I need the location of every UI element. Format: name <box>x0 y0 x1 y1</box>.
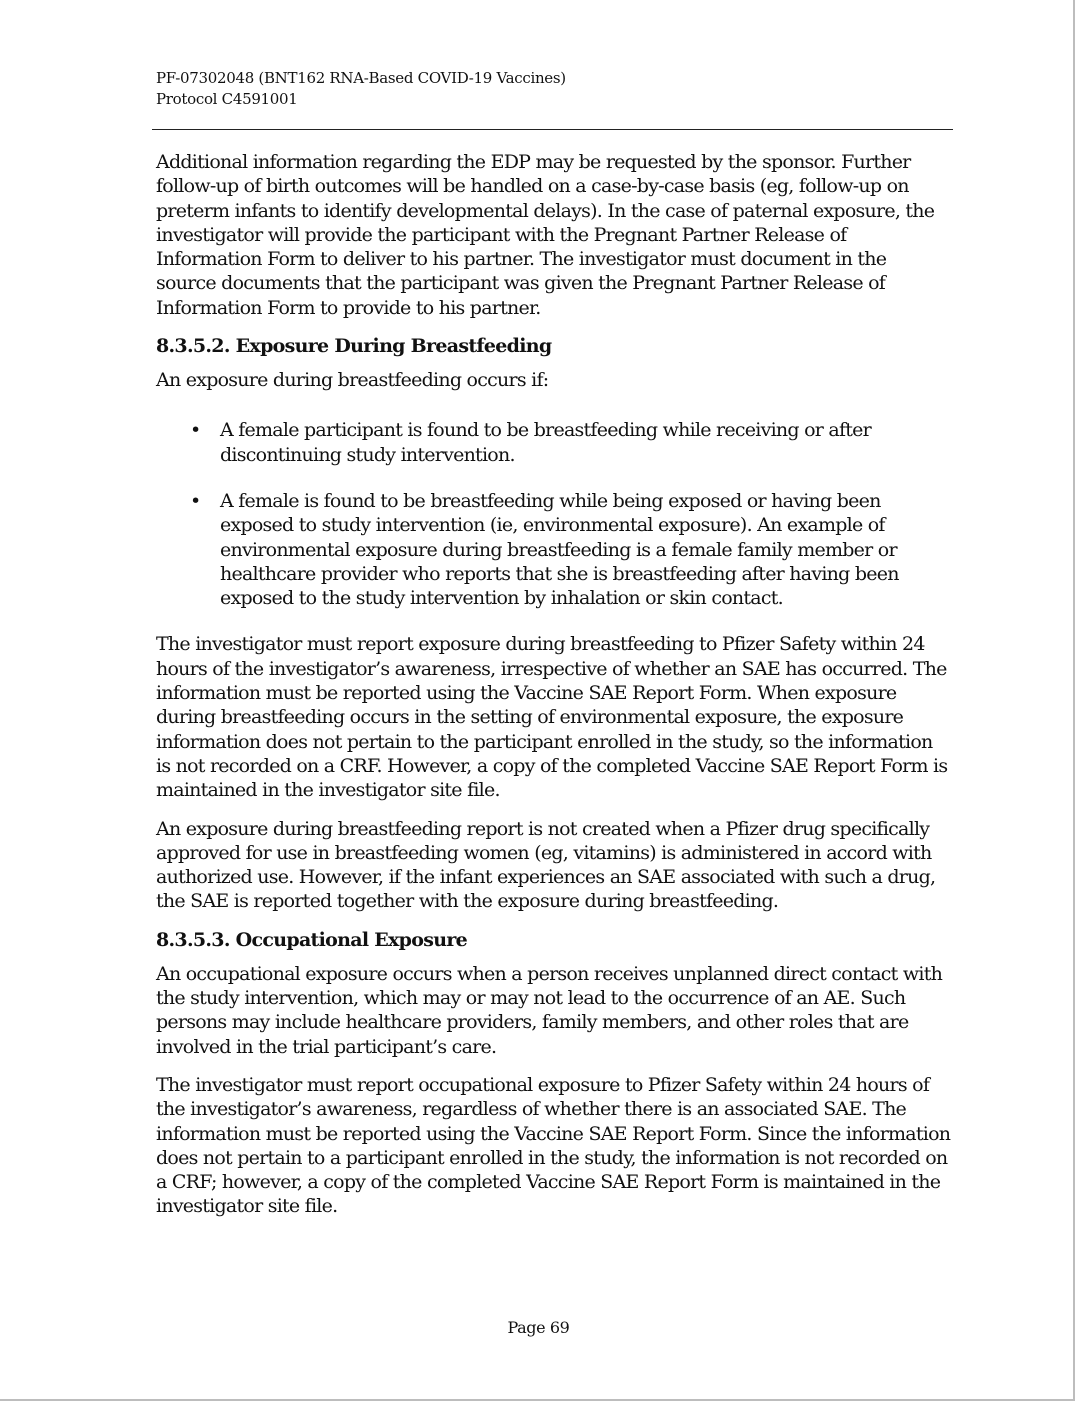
paragraph-breastfeeding-reporting: The investigator must report exposure during breastfeeding to Pfizer Safety within 24 hours of the investigator’s awareness, irrespective of whether an SAE has occurred. The information must be reported using the Vaccine SAE Report Form. When exposure during breastfeeding occurs in the setting of environmental exposure, the exposure information does not pertain to the participant enrolled in the study, so the information is not recorded on a CRF. However, a copy of the completed Vaccine SAE Report Form is maintained in the investigator site file. <box>156 633 948 802</box>
list-item-text: A female is found to be breastfeeding while being exposed or having been exposed to study intervention (ie, environmental exposure). An example of environmental exposure during breastfeeding is a female family member or healthcare provider who reports that she is breastfeeding after having been exposed to the study intervention by inhalation or skin contact. <box>220 489 899 610</box>
paragraph-breastfeeding-lead: An exposure during breastfeeding occurs if: <box>156 369 549 392</box>
list-item-text: A female participant is found to be breastfeeding while receiving or after discontinuing study intervention. <box>220 419 871 466</box>
list-item <box>190 489 951 610</box>
paragraph-occupational-reporting: The investigator must report occupational exposure to Pfizer Safety within 24 hours of the investigator’s awareness, regardless of whether there is an associated SAE. The information must be reported using the Vaccine SAE Report Form. Since the information does not pertain to a participant enrolled in the study, the information is not recorded on a CRF; however, a copy of the completed Vaccine SAE Report Form is maintained in the investigator site file. <box>156 1073 951 1218</box>
bullet-icon: • <box>190 489 201 512</box>
page-number: Page 69 <box>507 1318 570 1337</box>
document-body <box>156 150 951 1233</box>
paragraph-edp-followup: Additional information regarding the EDP may be requested by the sponsor. Further follow-up of birth outcomes will be handled on a case-by-case basis (eg, follow-up on preterm infants to identify developmental delays). In the case of paternal exposure, the investigator will provide the participant with the Pregnant Partner Release of Information Form to deliver to his partner. The investigator must document in the source documents that the participant was given the Pregnant Partner Release of Information Form to provide to his partner. <box>156 151 935 319</box>
header-divider <box>152 129 953 130</box>
header-product-line: PF-07302048 (BNT162 RNA-Based COVID-19 Vaccines) <box>156 69 566 87</box>
running-header <box>156 68 566 110</box>
paragraph-breastfeeding-exception: An exposure during breastfeeding report is not created when a Pfizer drug specifically approved for use in breastfeeding women (eg, vitamins) is administered in accord with authorized use. However, if the infant experiences an SAE associated with such a drug, the SAE is reported together with the exposure during breastfeeding. <box>156 817 936 913</box>
section-heading-breastfeeding: 8.3.5.2. Exposure During Breastfeeding <box>156 335 552 358</box>
bullet-icon: • <box>190 419 201 442</box>
breastfeeding-criteria-list <box>156 406 951 610</box>
list-item <box>190 418 951 467</box>
section-heading-occupational: 8.3.5.3. Occupational Exposure <box>156 928 468 951</box>
header-protocol-line: Protocol C4591001 <box>156 90 298 108</box>
paragraph-occupational-definition: An occupational exposure occurs when a person receives unplanned direct contact with the study intervention, which may or may not lead to the occurrence of an AE. Such persons may include healthcare providers, family members, and other roles that are involved in the trial participant’s care. <box>156 962 943 1058</box>
